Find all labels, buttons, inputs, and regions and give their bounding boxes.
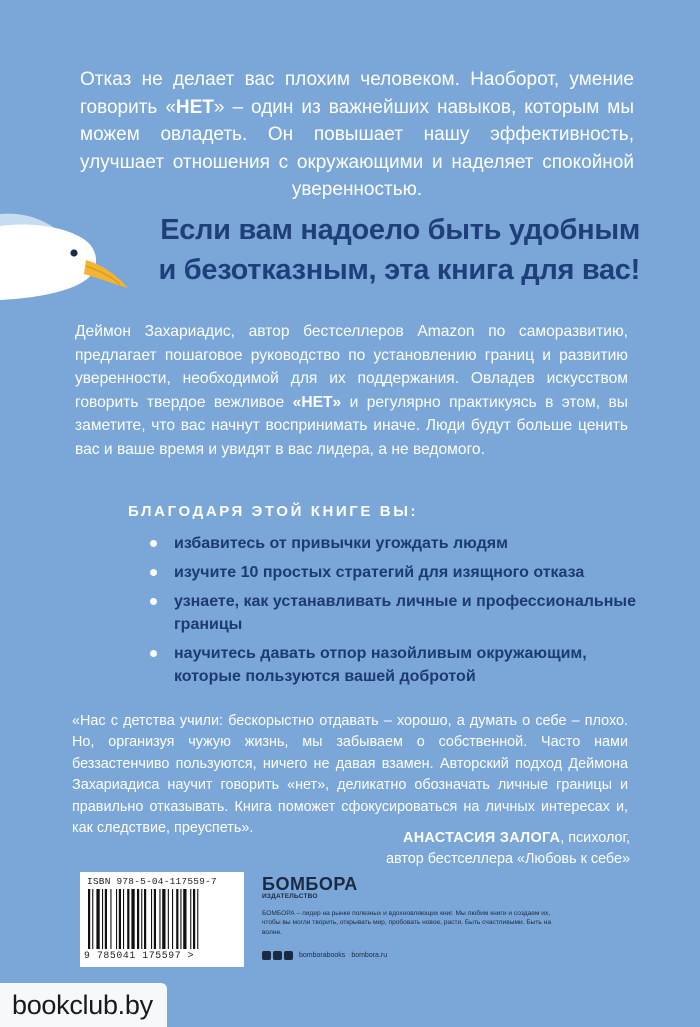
publisher-block (262, 874, 562, 937)
bullet-icon (150, 650, 157, 657)
benefits-list (148, 532, 638, 694)
intro-bold-no: НЕТ (175, 96, 214, 118)
bullet-icon (150, 569, 157, 576)
list-item (148, 642, 638, 688)
list-item (148, 590, 638, 636)
benefit-text: узнаете, как устанавливать личные и профессиональные границы (174, 593, 636, 633)
benefit-text: избавитесь от привычки угождать людям (174, 535, 508, 552)
seagull-icon (0, 196, 130, 306)
publisher-subtitle: ИЗДАТЕЛЬСТВО (262, 893, 318, 900)
description-text-1: Деймон Захариадис, автор бестселлеров Amazon по саморазвитию, предлагает пошаговое руководство по установлению границ и развитию уверенности, необходимой для их поддержания. Овладев искусством говорить твердое вежливое (75, 323, 628, 411)
benefit-text: изучите 10 простых стратегий для изящного отказа (174, 564, 585, 581)
publisher-description: БОМБОРА – лидер на рынке полезных и вдохновляющих книг. Мы любим книги и создаем их, чтобы вы могли творить, открывать мир, пробовать новое, расти. Быть счастливыми. Быть на волне. (262, 910, 551, 936)
barcode-block (80, 872, 244, 967)
quote-text: «Нас с детства учили: бескорыстно отдавать – хорошо, а думать о себе – плохо. Но, организуя чужую жизнь, мы забываем о собственной. Часто нами беззастенчиво пользуются, ничего не давая взамен. Авторский подход Деймона Захариадиса научит говорить «нет», деликатно обозначать личные границы и правильно отказывать. Книга поможет сфокусироваться на личных интересах и, как следствие, преуспеть». (72, 713, 628, 837)
headline-line-1: Если вам надоело быть удобным (160, 214, 640, 246)
headline (150, 210, 640, 290)
quote-author-book: автор бестселлера «Любовь к себе» (385, 851, 630, 867)
intro-text-1: Отказ не делает вас плохим человеком. Наоборот, умение говорить « (80, 69, 634, 118)
barcode-icon (86, 889, 236, 949)
description-bold-no: «НЕТ» (292, 393, 342, 411)
benefit-text: научитесь давать отпор назойливым окружающим, которые пользуются вашей добротой (174, 645, 587, 685)
intro-paragraph (80, 66, 634, 204)
list-item (148, 532, 638, 555)
isbn-text: ISBN 978-5-04-117559-7 (87, 876, 217, 887)
bullet-icon (150, 598, 157, 605)
social-icons (262, 951, 293, 960)
description-paragraph (75, 320, 628, 461)
barcode-digits: 9 785041 175597 > (84, 950, 195, 961)
quote-author-name: АНАСТАСИЯ ЗАЛОГА (403, 830, 561, 846)
quote-attribution (300, 828, 630, 870)
quote-author-role: , психолог, (560, 830, 630, 846)
publisher-site: bombora.ru (351, 952, 388, 959)
list-item (148, 561, 638, 584)
social-handle: bomborabooks (299, 952, 346, 959)
site-watermark: bookclub.by (0, 983, 167, 1027)
intro-text-2: » – один из важнейших навыков, которым мы можем овладеть. Он повышает нашу эффективность, улучшает отношения с окружающими и наделяет спокойной уверенностью. (80, 96, 634, 200)
headline-line-2: и безотказным, эта книга для вас! (158, 254, 640, 286)
publisher-logo: БОМБОРА (262, 874, 358, 894)
benefits-heading: БЛАГОДАРЯ ЭТОЙ КНИГЕ ВЫ: (128, 503, 419, 520)
description-text-2: и регулярно практикуясь в этом, вы заметите, что вас начнут воспринимать иначе. Люди будут больше ценить вас и ваше время и увидят в вас лидера, а не ведомого. (75, 393, 628, 458)
bullet-icon (150, 540, 157, 547)
publisher-links (262, 951, 387, 960)
